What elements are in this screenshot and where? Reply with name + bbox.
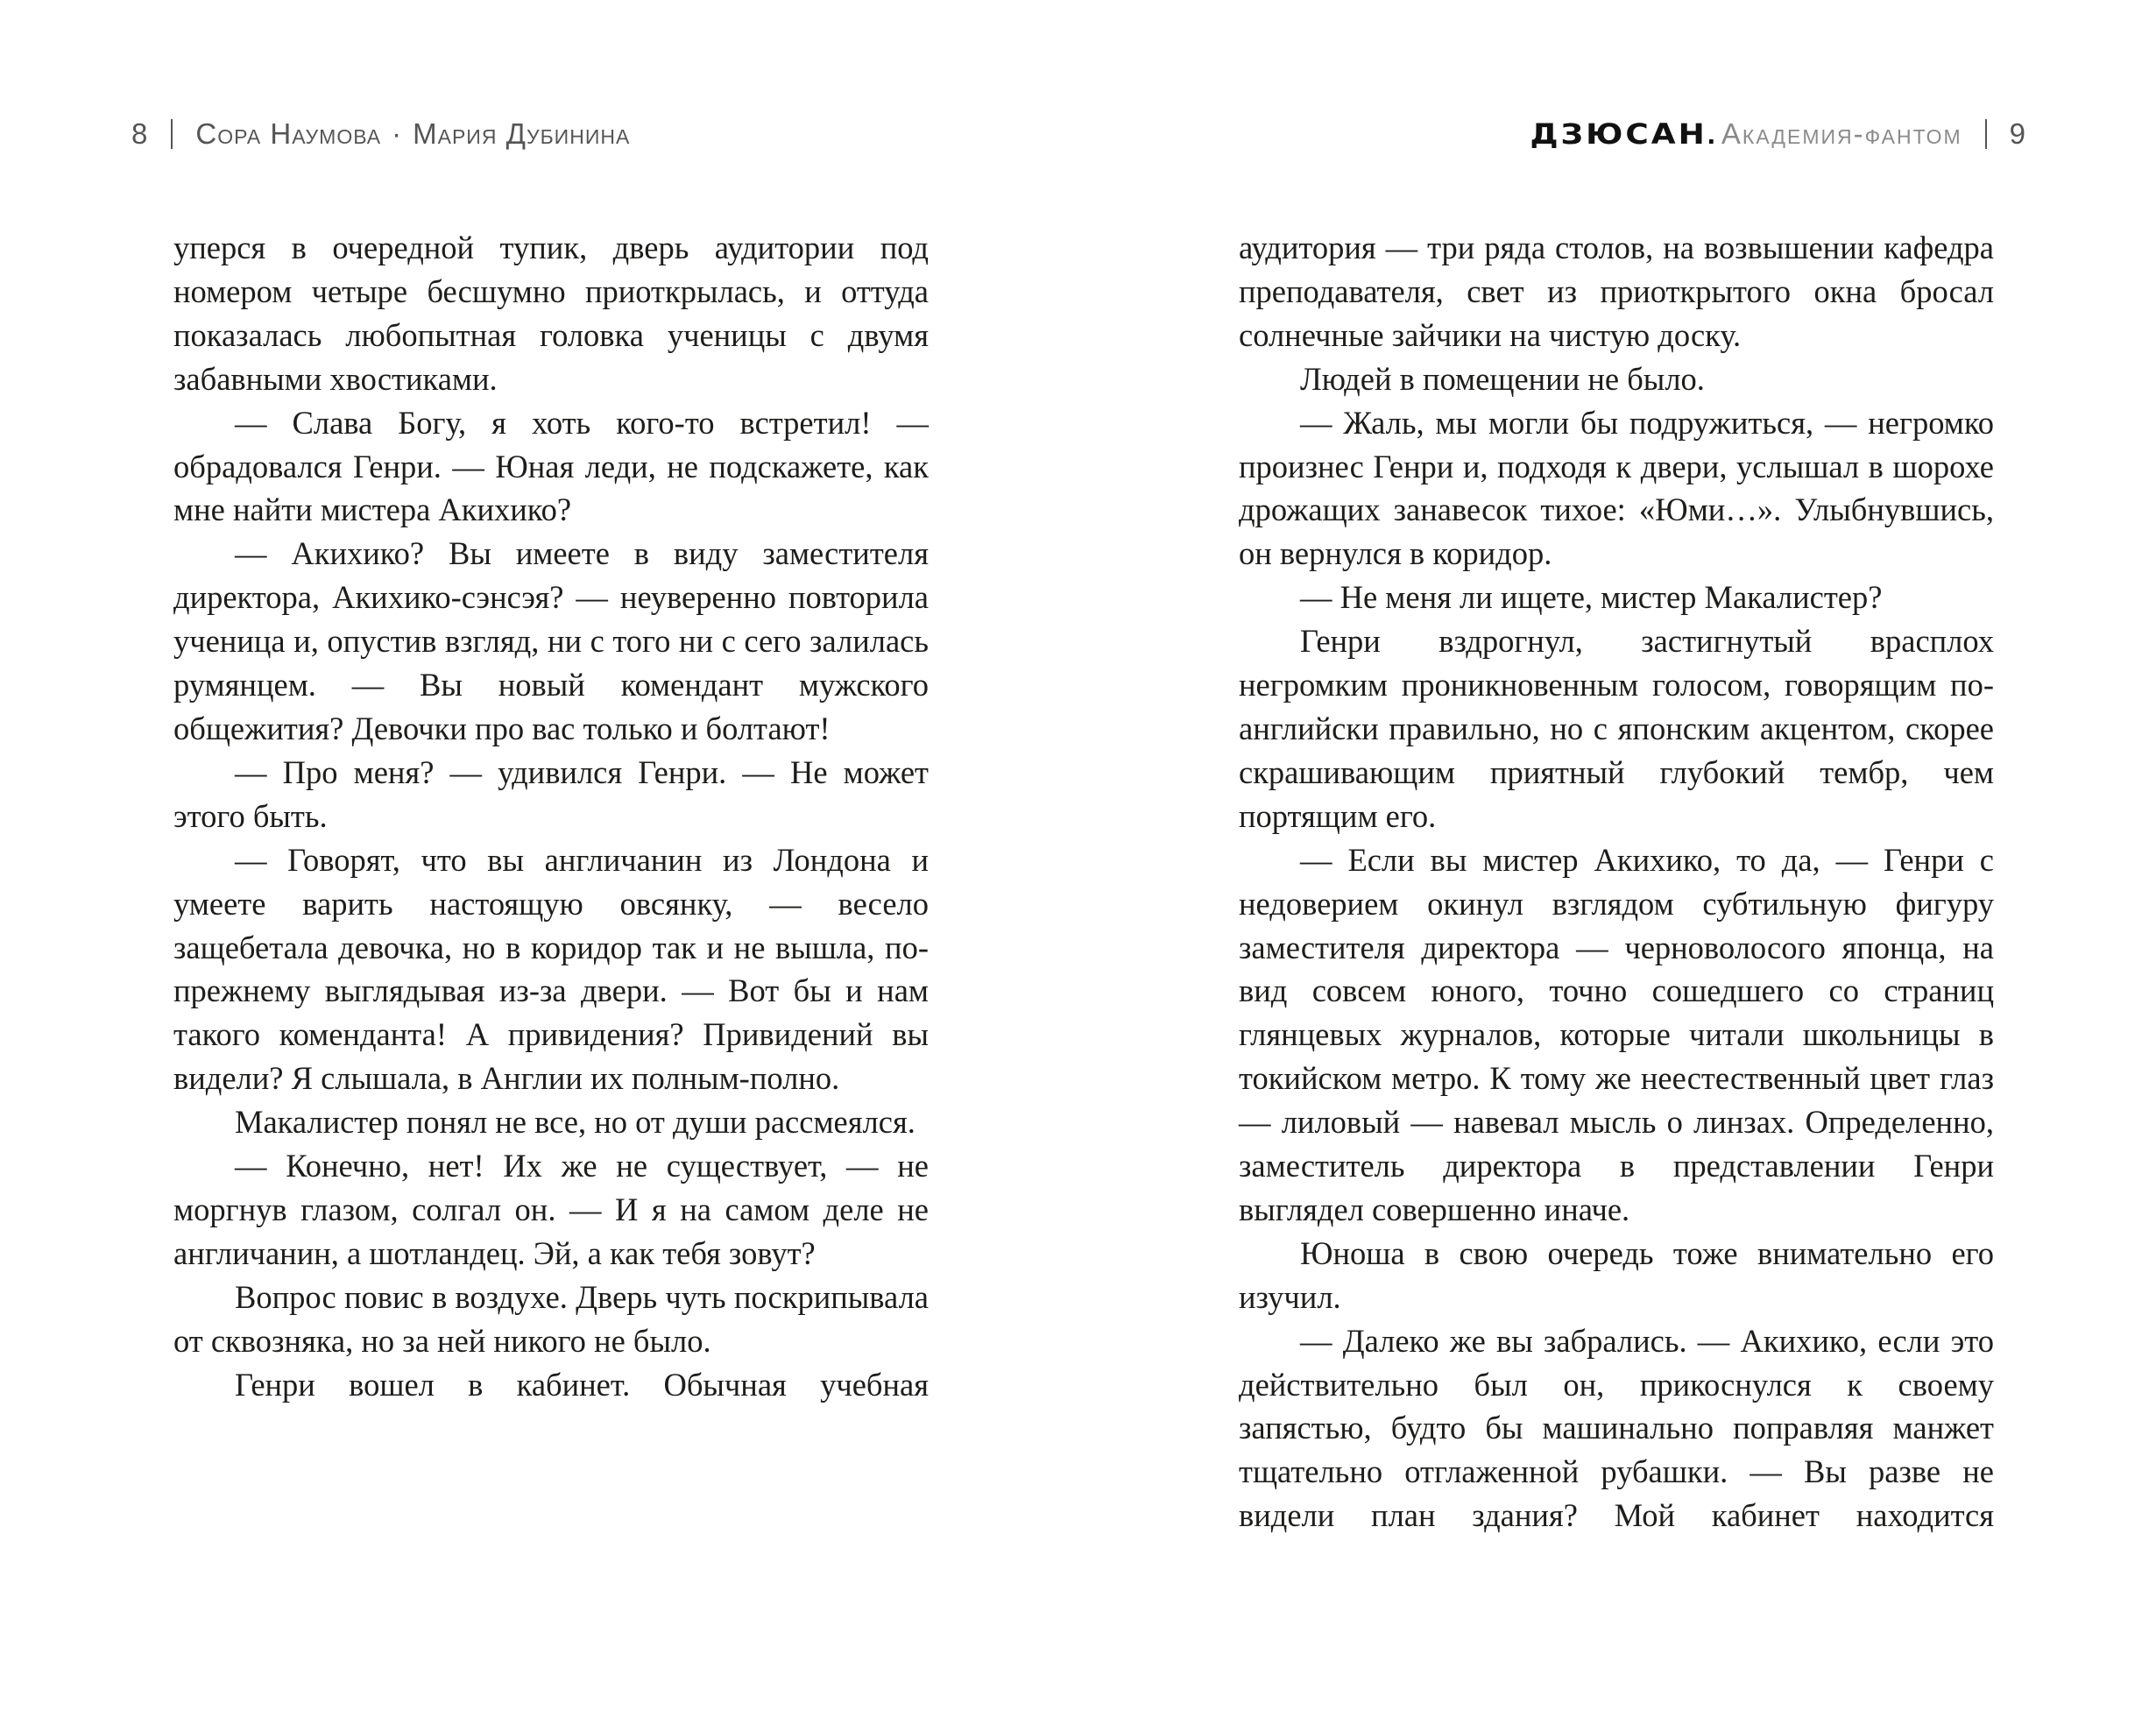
paragraph: — Говорят, что вы англичанин из Лондона и умеете варить настоящую овсянку, — весело защебетала девочка, но в коридор так и не вышла, по-прежнему выглядывая из-за двери. — Вот бы и нам такого коменданта! А привидения? Привидений вы видели? Я слышала, в Англии их полным-полно. (173, 841, 929, 1097)
author-2: Мария Дубинина (413, 117, 631, 150)
series-logo: ДЗЮСАН (1530, 117, 1707, 151)
paragraph: — Жаль, мы могли бы подружиться, — негромко произнес Генри и, подходя к двери, услышал в шорохе дрожащих занавесок тихое: «Юми…». Улыбнувшись, он вернулся в коридор. (1239, 404, 1994, 572)
paragraph: уперся в очередной тупик, дверь аудитории под номером четыре бесшумно приоткрылась, и оттуда показалась любопытная головка ученицы с двумя забавными хвостиками. (173, 230, 929, 397)
left-page-number: 8 (131, 117, 149, 150)
paragraph: — Слава Богу, я хоть кого-то встретил! — обрадовался Генри. — Юная леди, не подскажете, как мне найти мистера Акихико? (173, 404, 929, 528)
right-running-header (1530, 112, 2026, 156)
series-subtitle: Академия-фантом (1721, 117, 1962, 150)
header-divider (171, 119, 173, 149)
paragraph: — Акихико? Вы имеете в виду заместителя директора, Акихико-сэнсэя? — неуверенно повторила ученица и, опустив взгляд, ни с того ни с сего залилась румянцем. — Вы новый комендант мужского общежития? Девочки про вас только и болтают! (173, 535, 929, 746)
paragraph: Генри вздрогнул, застигнутый врасплох негромким проникновенным голосом, говорящим по-английски правильно, но с японским акцентом, скорее скрашивающим приятный глубокий тембр, чем портящим его. (1239, 623, 1994, 834)
paragraph: Макалистер понял не все, но от души рассмеялся. (235, 1104, 915, 1141)
paragraph: — Не меня ли ищете, мистер Макалистер? (1300, 579, 1883, 616)
paragraph: — Если вы мистер Акихико, то да, — Генри с недоверием окинул взглядом субтильную фигуру заместителя директора — черноволосого японца, на вид совсем юного, точно сошедшего со страниц глянцевых журналов, которые читали школьницы в токийском метро. К тому же неестественный цвет глаз — лиловый — навевал мысль о линзах. Определенно, заместитель директора в представлении Генри выглядел совершенно иначе. (1239, 841, 1994, 1227)
series-dot: . (1707, 117, 1716, 150)
paragraph: Генри вошел в кабинет. Обычная учебная (235, 1366, 929, 1403)
paragraph: — Далеко же вы забрались. — Акихико, если это действительно был он, прикоснулся к своему запястью, будто бы машинально поправляя манжет тщательно отглаженной рубашки. — Вы разве не видели план здания? Мой кабинет находится (1239, 1322, 1994, 1534)
left-body-text (173, 226, 929, 1406)
paragraph: — Про меня? — удивился Генри. — Не может этого быть. (173, 753, 929, 834)
paragraph: Людей в помещении не было. (1300, 360, 1705, 397)
right-body-text (1239, 226, 1994, 1538)
paragraph: — Конечно, нет! Их же не существует, — не моргнув глазом, солгал он. — И я на самом деле не англичанин, а шотландец. Эй, а как тебя зовут? (173, 1148, 929, 1271)
paragraph: аудитория — три ряда столов, на возвышении кафедра преподавателя, свет из приоткрытого окна бросал солнечные зайчики на чистую доску. (1239, 230, 1994, 353)
paragraph: Юноша в свою очередь тоже внимательно его изучил. (1239, 1234, 1994, 1315)
author-1: Сора Наумова (195, 117, 382, 150)
header-divider (1985, 119, 1987, 149)
right-page (1078, 0, 2156, 1725)
author-separator: · (392, 117, 403, 150)
paragraph: Вопрос повис в воздухе. Дверь чуть поскрипывала от сквозняка, но за ней никого не было. (173, 1278, 929, 1359)
left-running-header (131, 112, 630, 156)
right-page-number: 9 (2009, 117, 2026, 150)
